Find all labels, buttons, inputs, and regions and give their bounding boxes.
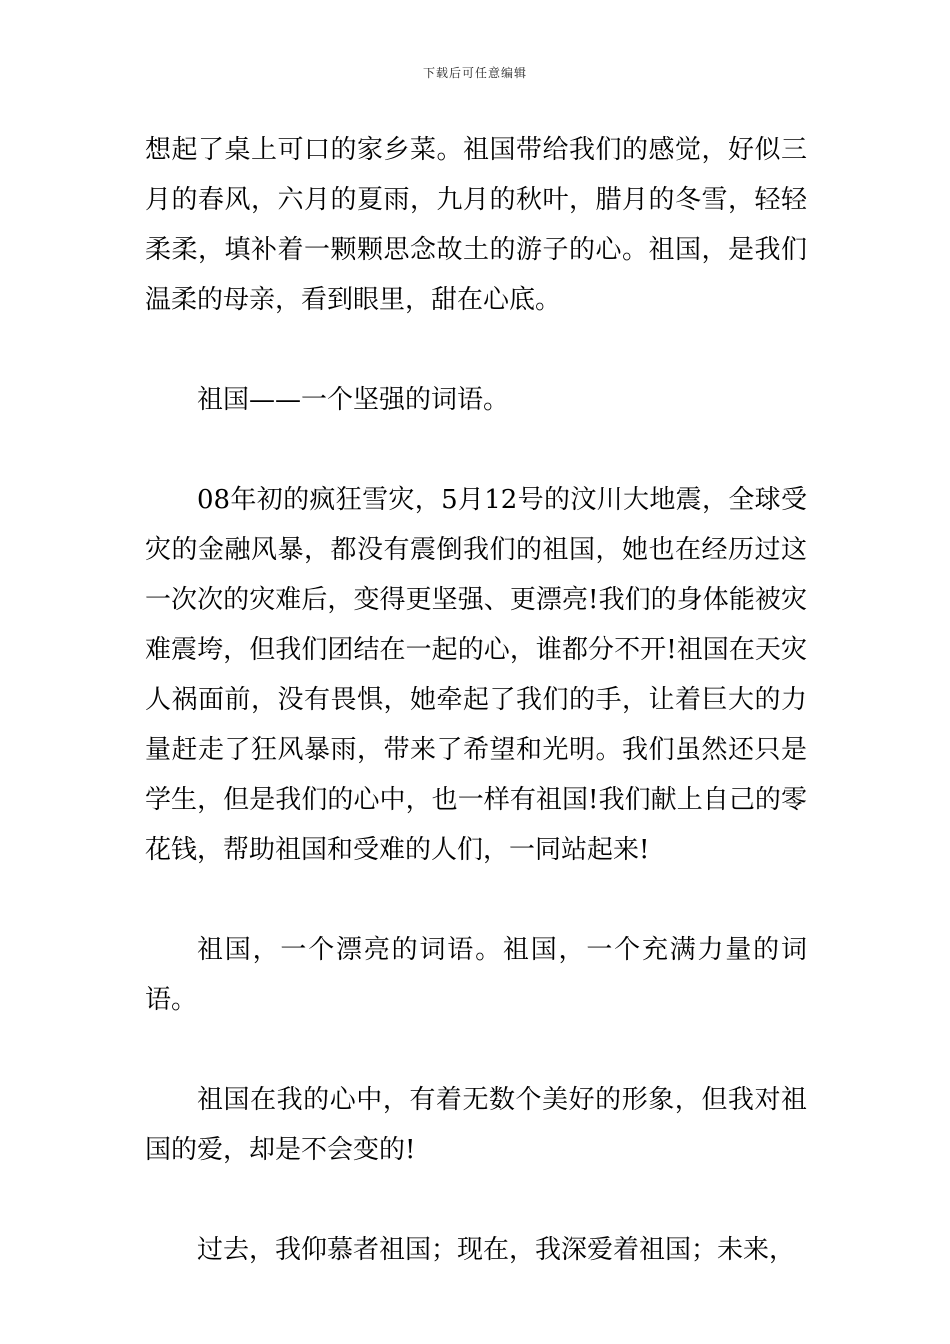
page-header-note: 下载后可任意编辑 xyxy=(422,66,527,80)
paragraph-strong-word: 祖国——一个坚强的词语。 xyxy=(197,385,510,415)
paragraph-disasters: 08年初的疯狂雪灾，5月12号的汶川大地震，全球受灾的金融风暴，都没有震倒我们的祖国，她也在经历过这一次次的灾难后，变得更坚强、更漂亮!我们的身体能被灾难震垮，但我们团结在一起的心，谁都分不开!祖国在天灾人祸面前，没有畏惧，她牵起了我们的手，让着巨大的力量赶走了狂风暴雨，带来了希望和光明。我们虽然还只是学生，但是我们的心中，也一样有祖国!我们献上自己的零花钱，帮助祖国和受难的人们，一同站起来! xyxy=(145,485,807,865)
paragraph-continuation: 想起了桌上可口的家乡菜。祖国带给我们的感觉，好似三月的春风，六月的夏雨，九月的秋叶，腊月的冬雪，轻轻柔柔，填补着一颗颗思念故土的游子的心。祖国，是我们温柔的母亲，看到眼里，甜在心底。 xyxy=(145,135,807,315)
paragraph-love: 祖国在我的心中，有着无数个美好的形象，但我对祖国的爱，却是不会变的! xyxy=(145,1085,807,1165)
paragraph-beautiful-word: 祖国，一个漂亮的词语。祖国，一个充满力量的词语。 xyxy=(145,935,807,1015)
document-body xyxy=(145,125,807,1275)
paragraph-past-present-future: 过去，我仰慕者祖国；现在，我深爱着祖国；未来， xyxy=(197,1235,796,1265)
